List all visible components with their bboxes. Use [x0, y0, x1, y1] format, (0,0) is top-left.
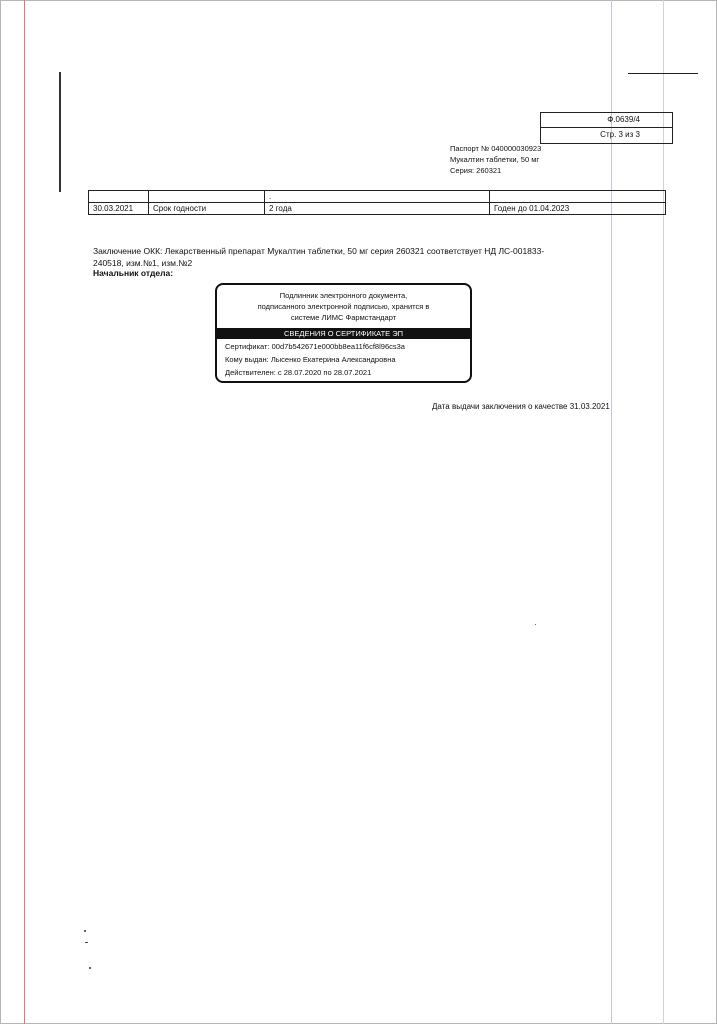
- scan-speck: [84, 930, 86, 932]
- electronic-signature-stamp: [215, 283, 472, 383]
- binding-mark: [59, 72, 61, 192]
- table-row: [89, 191, 666, 203]
- top-rule-mark: [628, 73, 698, 74]
- stamp-validity: Действителен: с 28.07.2020 по 28.07.2021: [225, 368, 372, 377]
- issue-date: Дата выдачи заключения о качестве 31.03.2021: [432, 402, 610, 411]
- scan-speck: [89, 967, 91, 969]
- scan-speck: [535, 624, 536, 625]
- table-cell: [149, 191, 265, 203]
- passport-block: [450, 143, 541, 176]
- passport-series: Серия: 260321: [450, 166, 502, 175]
- passport-product: Мукалтин таблетки, 50 мг: [450, 155, 540, 164]
- label-cell: Срок годности: [149, 203, 265, 215]
- table-row: [89, 203, 666, 215]
- stamp-line-2: подписанного электронной подписью, хранится в: [257, 302, 430, 311]
- scan-margin-line-blue: [611, 0, 612, 1024]
- stamp-line-3: системе ЛИМС Фармстандарт: [290, 313, 397, 322]
- term-cell: 2 года: [265, 203, 490, 215]
- passport-number: Паспорт № 040000030923: [450, 144, 542, 153]
- date-cell: 30.03.2021: [89, 203, 149, 215]
- scan-margin-line-red: [24, 0, 25, 1024]
- table-cell: .: [265, 191, 490, 203]
- table-cell: [89, 191, 149, 203]
- expiry-table: [88, 190, 666, 215]
- form-code: Ф.0639/4: [607, 115, 640, 124]
- page-number: Стр. 3 из 3: [541, 127, 672, 141]
- valid-until-cell: Годен до 01.04.2023: [490, 203, 666, 215]
- stamp-header-bar: СВЕДЕНИЯ О СЕРТИФИКАТЕ ЭП: [217, 328, 470, 339]
- stamp-issued-to: Кому выдан: Лысенко Екатерина Александровна: [225, 355, 396, 364]
- form-code-box: [540, 112, 673, 144]
- quality-conclusion: Заключение ОКК: Лекарственный препарат Мукалтин таблетки, 50 мг серия 260321 соответствует НД ЛС-001833-240518, изм.№1, изм.№2: [93, 246, 545, 268]
- stamp-certificate: Сертификат: 00d7b542671e000bb8ea11f6cf8l96cs3a: [225, 342, 405, 351]
- department-head-label: Начальник отдела:: [93, 268, 174, 278]
- scan-margin-line-gray: [663, 0, 664, 1024]
- stamp-line-1: Подлинник электронного документа,: [279, 291, 408, 300]
- scan-speck: [85, 942, 88, 943]
- table-cell: [490, 191, 666, 203]
